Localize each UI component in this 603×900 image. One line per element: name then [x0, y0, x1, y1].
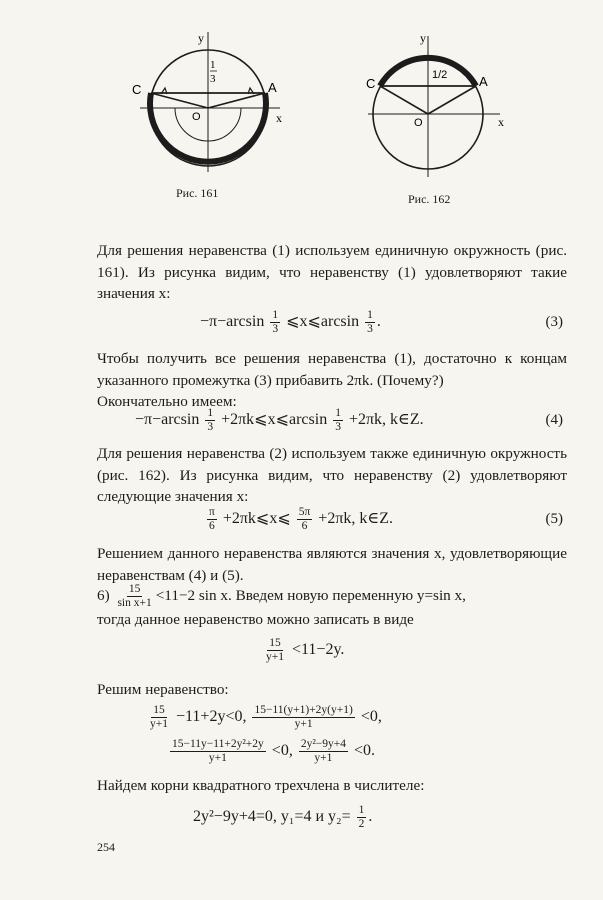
- label-o: O: [192, 111, 201, 123]
- paragraph-2: Чтобы получить все решения неравенства (1), достаточно к концам указанного промежутка (3) прибавить 2πk. (Почему?): [97, 350, 567, 389]
- equation-number-3: (3): [545, 314, 563, 330]
- label-x: x: [498, 115, 504, 129]
- equation-4: −π−arcsin $\frac{1}{3}$ +2πk⩽x⩽arcsin $\frac{1}{3}$ +2πk, k∈Z.: [135, 407, 424, 433]
- radius-oc: [151, 93, 208, 108]
- equation-8: $\frac{\text{15−11y−11+2y²+2y}}{y+1}$ <0, $\frac{\text{2y²−9y+4}}{y+1}$ <0.: [172, 738, 376, 764]
- paragraph-2b: Окончательно имеем:: [97, 393, 237, 410]
- equation-6: $\frac{15}{y+1}$ <11−2y.: [266, 637, 345, 663]
- page-number: 254: [97, 840, 115, 854]
- paragraph-5-line2: тогда данное неравенство можно записать в виде: [97, 611, 414, 628]
- equation-number-5: (5): [545, 511, 563, 527]
- label-y: y: [420, 31, 426, 45]
- equation-3: −π−arcsin $\frac{1}{3}$ ⩽x⩽arcsin $\frac{1}{3}$ .: [200, 309, 381, 335]
- label-a: A: [268, 80, 277, 95]
- equation-number-4: (4): [545, 412, 563, 428]
- label-a: A: [479, 74, 488, 89]
- paragraph-6: Решим неравенство:: [97, 681, 229, 698]
- caption-161: Рис. 161: [176, 186, 219, 200]
- label-c: C: [366, 76, 376, 91]
- caption-162: Рис. 162: [408, 192, 451, 206]
- radius-oa: [428, 86, 476, 114]
- paragraph-4: Решением данного неравенства являются значения x, удовлетворяющие неравенствам (4) и (5).: [97, 545, 567, 584]
- paragraph-3: Для решения неравенства (2) используем также единичную окружность (рис. 162). Из рисунка видим, что неравенству (2) удовлетворяют следующие значения x:: [97, 445, 567, 505]
- equation-7: $\frac{15}{y+1}$ −11+2y<0, $\frac{15-11(y+1)+2y(y+1)}{y+1}$ <0,: [150, 704, 382, 730]
- figure-162: [360, 22, 520, 192]
- label-c: C: [132, 82, 142, 97]
- radius-oa: [208, 93, 265, 108]
- label-frac-num: 1: [210, 59, 216, 71]
- label-x: x: [276, 111, 282, 125]
- equation-9: 2y²−9y+4=0, y₁=4 и y₂= $\frac{1}{2}$ .: [193, 804, 373, 830]
- equation-5: $\frac{\pi}{6}$ +2πk⩽x⩽ $\frac{5\pi}{6}$ +2πk, k∈Z.: [209, 506, 394, 532]
- label-y: y: [198, 31, 204, 45]
- figure-161: [130, 22, 290, 192]
- label-o: O: [414, 117, 423, 129]
- paragraph-5: 6) $\frac{15}{\text{sin x+1}}$ <11−2 sin x. Введем новую переменную y=sin x,: [97, 583, 466, 609]
- paragraph-7: Найдем корни квадратного трехчлена в числителе:: [97, 777, 425, 794]
- label-frac-den: 3: [210, 73, 216, 85]
- radius-oc: [380, 86, 428, 114]
- label-half: 1/2: [432, 69, 448, 81]
- paragraph-1: Для решения неравенства (1) используем единичную окружность (рис. 161). Из рисунка видим, что неравенству (1) удовлетворяют такие значения x:: [97, 242, 567, 302]
